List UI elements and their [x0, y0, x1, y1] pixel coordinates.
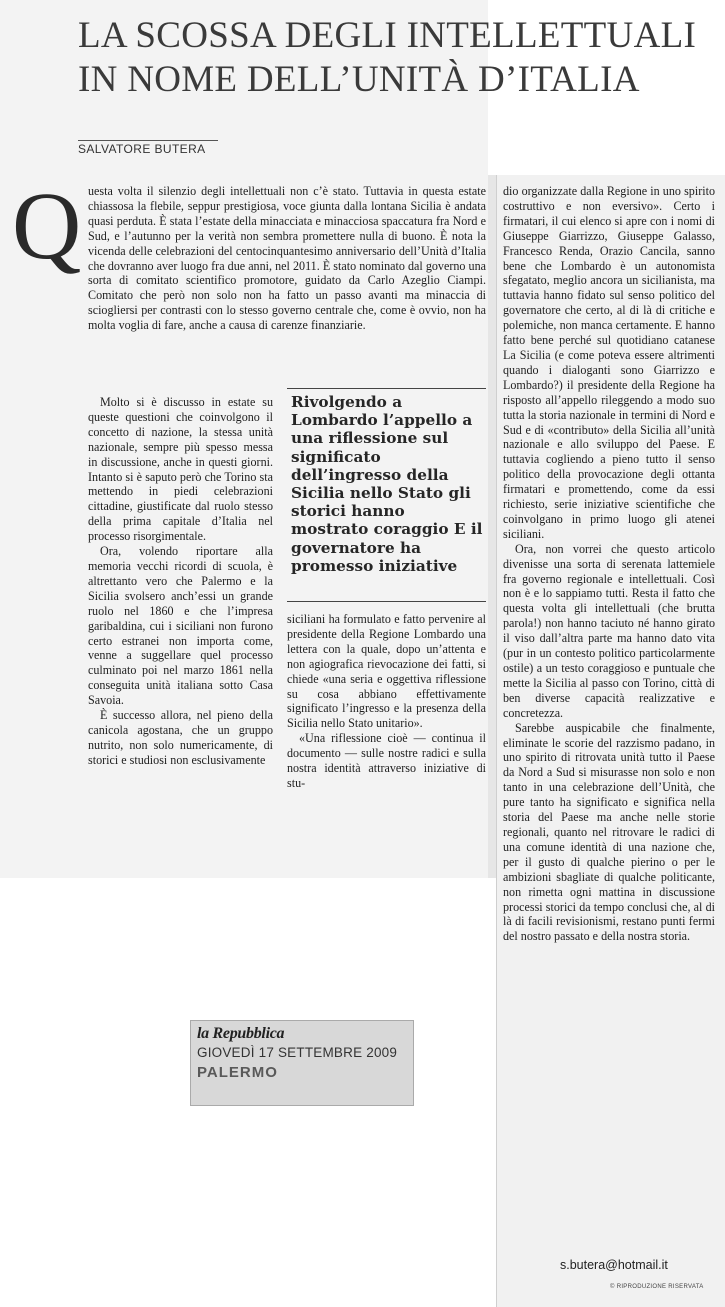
newspaper-logo: la Repubblica [197, 1025, 285, 1042]
copyright-notice: © RIPRODUZIONE RISERVATA [610, 1284, 704, 1290]
paragraph: Ora, volendo riportare alla memoria vecchi ricordi di scuola, è altrettanto vero che Palermo e la Sicilia svolsero anch’essi un grande ruolo nel 1860 e che l’impresa garibaldina, cui i siciliani non furono certo estranei non importa come, venne a suggellare quel processo culminato poi nel marzo 1861 nella conseguita unità italiana sotto Casa Savoia. [88, 544, 273, 708]
author-rule [78, 140, 218, 141]
pullquote-rule-bottom [287, 601, 486, 602]
paragraph: Molto si è discusso in estate su queste questioni che coinvolgono il concetto di nazione, la stessa unità nazionale, sempre più spesso messa in discussione, anche in questi giorni. Intanto si è saputo però che Torino sta mettendo in piedi celebrazioni cittadine, giustificate dal ruolo stesso della prima capitale d’Italia nel processo risorgimentale. [88, 395, 273, 544]
article-lead [88, 184, 486, 333]
publication-date: GIOVEDÌ 17 SETTEMBRE 2009 [197, 1045, 398, 1060]
drop-cap: Q [12, 172, 82, 279]
paragraph: Sarebbe auspicabile che finalmente, eliminate le scorie del razzismo padano, in uno spirito di ritrovata unità tutto il Paese da Nord a Sud si misurasse non solo e non tanto in una celebrazione dell’Unità, che pure tanto ha significato e significa nella storia del Paese ma anche nelle storie regionali, quanto nel ritrovare le radici di una comune identità di una nazione che, per il gusto di qualche pierino o per le ambizioni sbagliate di qualche politicante, non rimetta ogni mattina in discussione processi storici da tempo conclusi che, al di là di facili revisionismi, restano punti fermi del nostro passato e della nostra storia. [503, 720, 715, 944]
article-author: SALVATORE BUTERA [78, 142, 206, 156]
paragraph: dio organizzate dalla Regione in uno spirito costruttivo e non eversivo». Certo i firmatari, il cui elenco si apre con i nomi di Giuseppe Giarrizzo, Giuseppe Galasso, Francesco Renda, Orazio Cancila, sanno bene che Lombardo è un autonomista sfegatato, meglio ancora un sicilianista, ma tuttavia hanno fidato sul senso politico del governatore che certo, al di là di critiche e polemiche, non manca certamente. E hanno fatto bene perché sul quotidiano catanese La Sicilia (e come poteva essere altrimenti quando i dialoganti sono Giarrizzo e Lombardo?) il presidente della Regione ha risposto all’appello rileggendo a modo suo tutta la storia nazionale in termini di Nord e Sud e di «contributo» della Sicilia all’unità nazionale e allo sviluppo del Paese. E tuttavia cogliendo a pieno tutto il senso politico della provocazione degli ottanta firmatari e promettendo, come da essi richiesto, serie iniziative scientifiche che coinvolgano in primo luogo gli atenei siciliani. [503, 184, 715, 541]
author-email: s.butera@hotmail.it [560, 1258, 668, 1272]
pull-quote: Rivolgendo a Lombardo l’appello a una riflessione sul significato dell’ingresso della Sicilia nello Stato gli storici hanno mostrato coraggio E il governatore ha promesso iniziative [291, 393, 483, 575]
scan-gap [488, 175, 496, 878]
article-column-1 [88, 395, 273, 768]
pullquote-rule-top [287, 388, 486, 389]
edition-city: PALERMO [197, 1064, 278, 1081]
paragraph: siciliani ha formulato e fatto pervenire al presidente della Regione Lombardo una lettera con la quale, dopo un’attenta e non agiografica rievocazione dei fatti, si chiede «una seria e oggettiva riflessione su cosa abbiano effettivamente significato l’ingresso e la presenza della Sicilia nello Stato unitario». [287, 612, 486, 731]
article-headline: LA SCOSSA DEGLI INTELLETTUALI IN NOME DELL’UNITÀ D’ITALIA [78, 15, 697, 100]
lead-paragraph: uesta volta il silenzio degli intellettuali non c’è stato. Tuttavia in questa estate chiassosa la flebile, seppur prestigiosa, voce giunta dalla lontana Sicilia è andata quasi perduta. È stata l’estate della minacciata e minacciosa spaccatura fra Nord e Sud, e l’autunno per la verità non sembra promettere nulla di buono. È nota la vicenda delle celebrazioni del centocinquantesimo anniversario dell’Unità d’Italia che dovranno aver luogo fra due anni, nel 2011. È stato nominato dal governo una sorta di comitato scientifico promotore, guidato da Carlo Azeglio Ciampi. Comitato che però non solo non ha fatto un passo avanti ma minaccia di sciogliersi per contrasti con lo stesso governo centrale che, come è ovvio, non ha molta voglia di fare, anche a causa di carenze finanziarie. [88, 184, 486, 333]
article-column-3 [503, 184, 715, 944]
paragraph: Ora, non vorrei che questo articolo divenisse una sorta di serenata lattemiele fra governo regionale e intellettuali. Così non è e lo sappiamo tutti. Resta il fatto che questa volta gli intellettuali (che brutta parola!) non hanno taciuto né hanno girato il viso dall’altra parte ma hanno dato vita (pur in un contesto politico particolarmente ostile) a un testo coraggioso e puntuale che mette la Sicilia al passo con Torino, città di ben diverse capacità realizzative e concretezza. [503, 541, 715, 720]
newspaper-source-stamp [190, 1020, 414, 1106]
paragraph: «Una riflessione cioè — continua il documento — sulle nostre radici e sulla nostra identità attraverso iniziative di stu- [287, 731, 486, 790]
article-column-2 [287, 612, 486, 791]
paragraph: È successo allora, nel pieno della canicola agostana, che un gruppo nutrito, non solo numericamente, di storici e studiosi non esclusivamente [88, 708, 273, 767]
